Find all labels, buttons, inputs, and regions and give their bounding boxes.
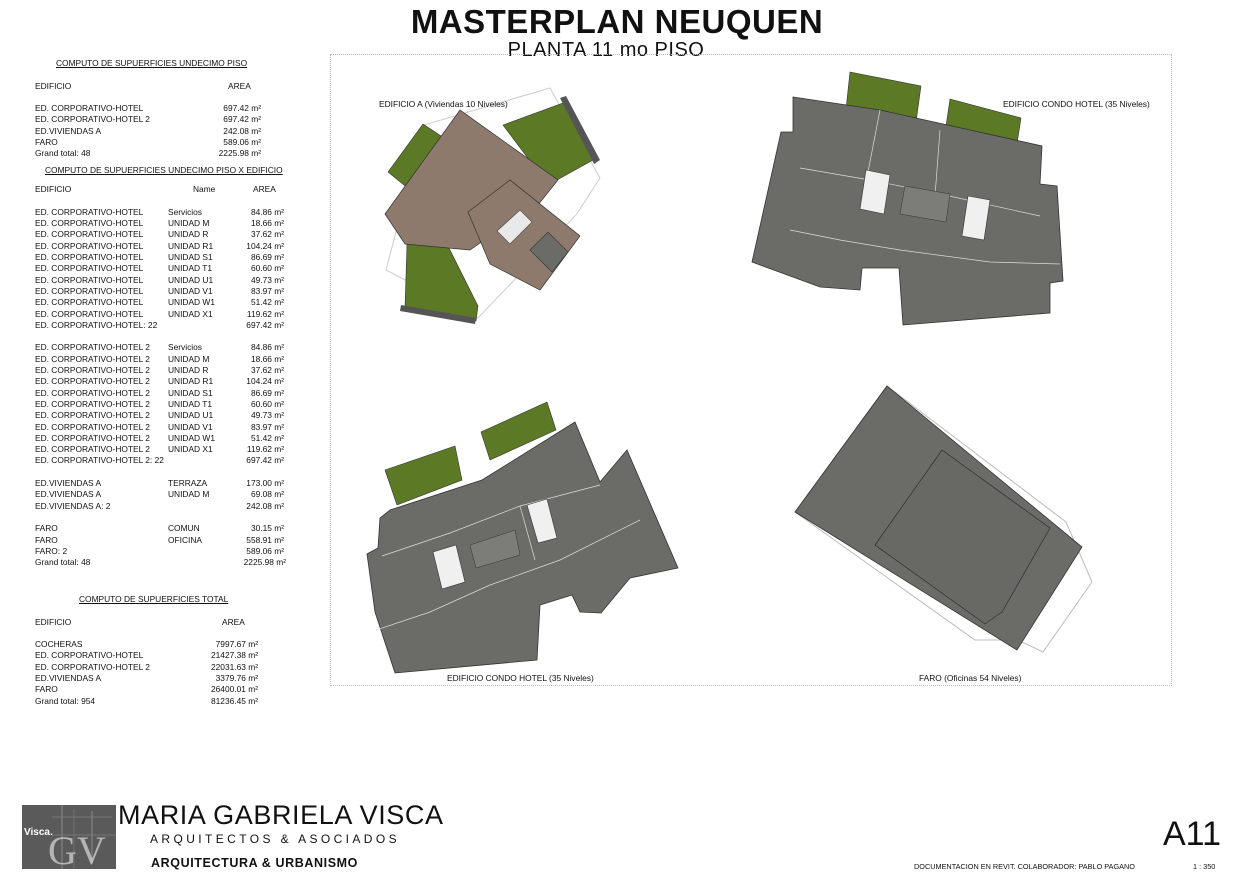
cell-area: 2225.98 m² (243, 557, 286, 568)
cell-edificio: ED. CORPORATIVO-HOTEL 2 (35, 410, 150, 421)
cell-area: 104.24 m² (246, 376, 284, 387)
cell-area: 242.08 m² (223, 125, 261, 136)
cell-name: UNIDAD W1 (168, 432, 215, 443)
firm-tagline: ARQUITECTURA & URBANISMO (151, 856, 358, 870)
schedule-title: COMPUTO DE SUPUERFICIES UNDECIMO PISO (56, 58, 248, 68)
col-header-edificio: EDIFICIO (35, 616, 72, 627)
drawing-scale: 1 : 350 (1193, 862, 1216, 871)
cell-area: 119.62 m² (246, 308, 284, 319)
plan-label-condo-hotel-bottom: EDIFICIO CONDO HOTEL (35 Niveles) (447, 673, 594, 683)
cell-name: Servicios (168, 342, 202, 353)
condo-hotel-top-plan (752, 72, 1063, 325)
firm-subtitle: ARQUITECTOS & ASOCIADOS (150, 832, 401, 846)
cell-area: 119.62 m² (246, 444, 284, 455)
cell-area: 60.60 m² (250, 263, 284, 274)
firm-logo (22, 805, 116, 869)
cell-area: 69.08 m² (250, 489, 284, 500)
cell-area: 51.42 m² (250, 297, 284, 308)
cell-edificio: ED. CORPORATIVO-HOTEL (35, 229, 144, 240)
logo-monogram: GV (48, 828, 106, 869)
cell-area: 3379.76 m² (215, 673, 258, 684)
col-header-name: Name (193, 184, 216, 195)
cell-edificio: ED. CORPORATIVO-HOTEL (35, 285, 144, 296)
cell-area: 81236.45 m² (210, 695, 258, 706)
cell-name: UNIDAD R1 (168, 240, 214, 251)
cell-area: 589.06 m² (246, 545, 284, 556)
cell-edificio: ED. CORPORATIVO-HOTEL 2 (35, 365, 150, 376)
cell-edificio: Grand total: 48 (35, 148, 91, 159)
plan-label-faro: FARO (Oficinas 54 Niveles) (919, 673, 1022, 683)
schedule-title: COMPUTO DE SUPUERFICIES TOTAL (79, 594, 229, 604)
logo-text: Visca. (24, 827, 53, 838)
cell-edificio: ED. CORPORATIVO-HOTEL (35, 252, 144, 263)
cell-area: 173.00 m² (246, 478, 284, 489)
cell-edificio: ED. CORPORATIVO-HOTEL 2 (35, 376, 150, 387)
cell-edificio: FARO (35, 534, 58, 545)
cell-edificio: ED.VIVIENDAS A (35, 125, 102, 136)
cell-name: UNIDAD R1 (168, 376, 214, 387)
cell-name: Servicios (168, 206, 202, 217)
cell-edificio: ED. CORPORATIVO-HOTEL (35, 240, 144, 251)
cell-area: 558.91 m² (246, 534, 284, 545)
cell-name: UNIDAD W1 (168, 297, 215, 308)
cell-area: 18.66 m² (250, 353, 284, 364)
cell-edificio: FARO (35, 684, 58, 695)
cell-area: 30.15 m² (250, 523, 284, 534)
cell-area: 37.62 m² (250, 229, 284, 240)
cell-area: 697.42 m² (246, 319, 284, 330)
cell-edificio: ED.VIVIENDAS A: 2 (35, 500, 111, 511)
cell-edificio: ED.VIVIENDAS A (35, 478, 102, 489)
cell-name: UNIDAD V1 (168, 421, 213, 432)
cell-edificio: FARO (35, 137, 58, 148)
cell-name: UNIDAD S1 (168, 252, 213, 263)
cell-area: 697.42 m² (223, 103, 261, 114)
schedule-title: COMPUTO DE SUPUERFICIES UNDECIMO PISO X EDIFICIO (45, 165, 283, 175)
cell-edificio: ED. CORPORATIVO-HOTEL 2 (35, 398, 150, 409)
cell-area: 242.08 m² (246, 500, 284, 511)
cell-edificio: ED. CORPORATIVO-HOTEL (35, 650, 144, 661)
cell-area: 18.66 m² (250, 218, 284, 229)
cell-area: 83.97 m² (250, 285, 284, 296)
cell-area: 84.86 m² (250, 206, 284, 217)
cell-area: 86.69 m² (250, 252, 284, 263)
cell-edificio: ED. CORPORATIVO-HOTEL 2 (35, 114, 150, 125)
cell-edificio: FARO (35, 523, 58, 534)
col-header-area: AREA (253, 184, 276, 195)
cell-area: 26400.01 m² (210, 684, 258, 695)
cell-name: UNIDAD U1 (168, 410, 214, 421)
cell-name: UNIDAD S1 (168, 387, 213, 398)
cell-area: 104.24 m² (246, 240, 284, 251)
cell-edificio: ED. CORPORATIVO-HOTEL (35, 103, 144, 114)
cell-edificio: ED. CORPORATIVO-HOTEL 2 (35, 387, 150, 398)
cell-area: 2225.98 m² (218, 148, 261, 159)
cell-area: 21427.38 m² (210, 650, 258, 661)
cell-name: UNIDAD X1 (168, 444, 213, 455)
plan-label-condo-hotel-top: EDIFICIO CONDO HOTEL (35 Niveles) (1003, 99, 1150, 109)
cell-edificio: ED.VIVIENDAS A (35, 489, 102, 500)
sheet-subtitle: PLANTA 11 mo PISO (507, 39, 705, 61)
cell-name: UNIDAD U1 (168, 274, 214, 285)
cell-edificio: FARO: 2 (35, 545, 68, 556)
condo-hotel-bottom-plan (367, 402, 678, 673)
cell-name: UNIDAD R (168, 229, 209, 240)
cell-edificio: ED. CORPORATIVO-HOTEL 2 (35, 444, 150, 455)
cell-area: 49.73 m² (250, 410, 284, 421)
cell-name: UNIDAD M (168, 353, 210, 364)
cell-edificio: ED. CORPORATIVO-HOTEL 2: 22 (35, 455, 164, 466)
documentation-note: DOCUMENTACION EN REVIT. COLABORADOR: PABLO PAGANO (914, 862, 1135, 871)
cell-edificio: ED.VIVIENDAS A (35, 673, 102, 684)
cell-edificio: ED. CORPORATIVO-HOTEL 2 (35, 432, 150, 443)
cell-edificio: ED. CORPORATIVO-HOTEL (35, 218, 144, 229)
cell-edificio: ED. CORPORATIVO-HOTEL 2 (35, 661, 150, 672)
cell-name: UNIDAD V1 (168, 285, 213, 296)
cell-name: OFICINA (168, 534, 202, 545)
cell-edificio: ED. CORPORATIVO-HOTEL (35, 206, 144, 217)
cell-name: COMUN (168, 523, 200, 534)
cell-area: 7997.67 m² (215, 639, 258, 650)
col-header-area: AREA (222, 616, 245, 627)
cell-edificio: ED. CORPORATIVO-HOTEL 2 (35, 353, 150, 364)
edificio-a-plan (385, 88, 600, 324)
cell-edificio: ED. CORPORATIVO-HOTEL (35, 263, 144, 274)
cell-area: 84.86 m² (250, 342, 284, 353)
sheet-number: A11 (1163, 815, 1221, 853)
cell-name: UNIDAD R (168, 365, 209, 376)
faro-plan (795, 386, 1092, 652)
cell-area: 697.42 m² (223, 114, 261, 125)
cell-name: TERRAZA (168, 478, 208, 489)
cell-name: UNIDAD X1 (168, 308, 213, 319)
cell-edificio: Grand total: 48 (35, 557, 91, 568)
cell-edificio: ED. CORPORATIVO-HOTEL 2 (35, 342, 150, 353)
cell-area: 60.60 m² (250, 398, 284, 409)
cell-area: 589.06 m² (223, 137, 261, 148)
cell-edificio: ED. CORPORATIVO-HOTEL (35, 308, 144, 319)
cell-edificio: ED. CORPORATIVO-HOTEL (35, 274, 144, 285)
cell-name: UNIDAD T1 (168, 263, 213, 274)
cell-name: UNIDAD M (168, 489, 210, 500)
cell-edificio: ED. CORPORATIVO-HOTEL (35, 297, 144, 308)
sheet-title: MASTERPLAN NEUQUEN (410, 3, 824, 40)
plan-label-edificio-a: EDIFICIO A (Viviendas 10 Niveles) (379, 99, 508, 109)
cell-edificio: ED. CORPORATIVO-HOTEL 2 (35, 421, 150, 432)
col-header-edificio: EDIFICIO (35, 184, 72, 195)
cell-edificio: COCHERAS (35, 639, 83, 650)
cell-name: UNIDAD M (168, 218, 210, 229)
firm-name: MARIA GABRIELA VISCA (118, 800, 444, 830)
col-header-edificio: EDIFICIO (35, 80, 72, 91)
cell-area: 37.62 m² (250, 365, 284, 376)
cell-area: 697.42 m² (246, 455, 284, 466)
cell-area: 83.97 m² (250, 421, 284, 432)
cell-name: UNIDAD T1 (168, 398, 213, 409)
cell-area: 49.73 m² (250, 274, 284, 285)
cell-edificio: ED. CORPORATIVO-HOTEL: 22 (35, 319, 158, 330)
cell-edificio: Grand total: 954 (35, 695, 96, 706)
condo-bottom-slab (367, 422, 678, 673)
col-header-area: AREA (228, 80, 251, 91)
cell-area: 22031.63 m² (210, 661, 258, 672)
cell-area: 86.69 m² (250, 387, 284, 398)
cell-area: 51.42 m² (250, 432, 284, 443)
